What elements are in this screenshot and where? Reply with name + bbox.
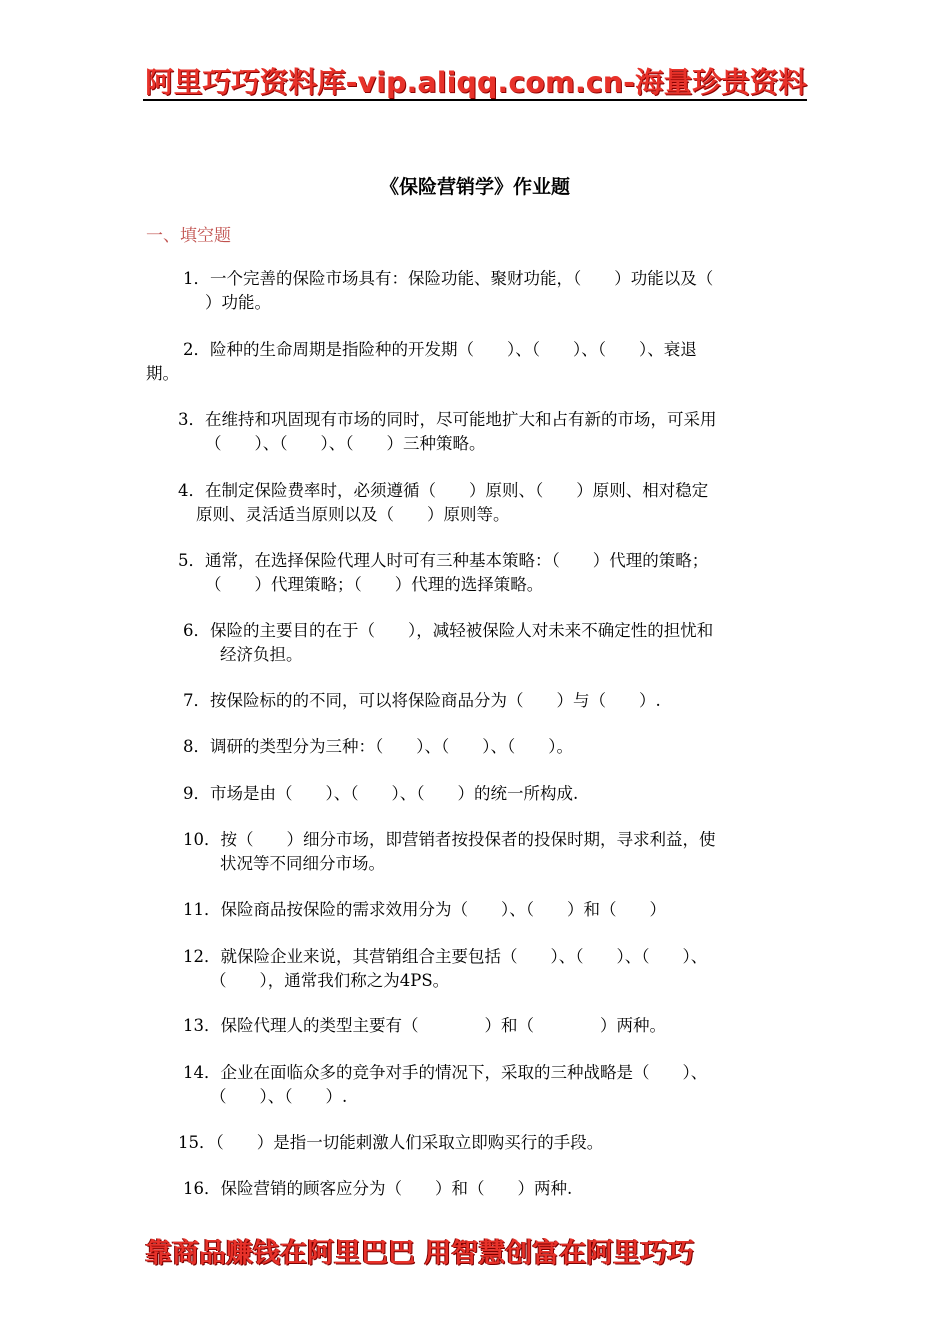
question-14-line-1: 14．企业在面临众多的竞争对手的情况下，采取的三种战略是（ ）、 bbox=[183, 1063, 708, 1082]
question-1-line-1: 1．一个完善的保险市场具有：保险功能、聚财功能，（ ）功能以及（ bbox=[183, 269, 714, 288]
question-10-line-1: 10．按（ ）细分市场，即营销者按投保者的投保时期，寻求利益，使 bbox=[183, 830, 716, 849]
question-6-line-2: 经济负担。 bbox=[220, 645, 303, 664]
question-14-line-2: （ ）、（ ）. bbox=[210, 1087, 348, 1106]
question-2-line-1: 2．险种的生命周期是指险种的开发期（ ）、（ ）、（ ）、衰退 bbox=[183, 340, 697, 359]
question-5-line-2: （ ）代理策略；（ ）代理的选择策略。 bbox=[205, 575, 544, 594]
question-8: 8．调研的类型分为三种：（ ）、（ ）、（ ）。 bbox=[183, 737, 573, 756]
question-12-line-2: （ ），通常我们称之为4PS。 bbox=[210, 971, 450, 990]
question-11: 11．保险商品按保险的需求效用分为（ ）、（ ）和（ ） bbox=[183, 900, 666, 919]
question-5-line-1: 5．通常，在选择保险代理人时可有三种基本策略：（ ）代理的策略； bbox=[178, 551, 709, 570]
question-2-line-2: 期。 bbox=[146, 364, 179, 383]
question-15: 15．（ ）是指一切能刺激人们采取立即购买行的手段。 bbox=[178, 1133, 604, 1152]
question-10-line-2: 状况等不同细分市场。 bbox=[220, 854, 385, 873]
question-4-line-1: 4．在制定保险费率时，必须遵循（ ）原则、（ ）原则、相对稳定 bbox=[178, 481, 709, 500]
question-4-line-2: 原则、灵活适当原则以及（ ）原则等。 bbox=[196, 505, 510, 524]
section-heading: 一、填空题 bbox=[146, 226, 231, 246]
question-12-line-1: 12．就保险企业来说，其营销组合主要包括（ ）、（ ）、（ ）、 bbox=[183, 947, 708, 966]
question-13: 13．保险代理人的类型主要有（ ）和（ ）两种。 bbox=[183, 1016, 666, 1035]
document-title: 《保险营销学》作业题 bbox=[379, 176, 570, 198]
question-16: 16．保险营销的顾客应分为（ ）和（ ）两种. bbox=[183, 1179, 573, 1198]
footer-banner: 靠商品赚钱在阿里巴巴 用智慧创富在阿里巧巧 bbox=[145, 1238, 695, 1269]
question-9: 9．市场是由（ ）、（ ）、（ ）的统一所构成. bbox=[183, 784, 579, 803]
question-1-line-2: ）功能。 bbox=[205, 293, 271, 312]
question-3-line-1: 3．在维持和巩固现有市场的同时，尽可能地扩大和占有新的市场，可采用 bbox=[178, 410, 717, 429]
question-3-line-2: （ ）、（ ）、（ ）三种策略。 bbox=[205, 434, 486, 453]
question-6-line-1: 6．保险的主要目的在于（ ），减轻被保险人对未来不确定性的担忧和 bbox=[183, 621, 714, 640]
header-divider bbox=[143, 99, 807, 101]
question-7: 7．按保险标的的不同，可以将保险商品分为（ ）与（ ）. bbox=[183, 691, 661, 710]
header-banner: 阿里巧巧资料库-vip.aliqq.com.cn-海量珍贵资料 bbox=[145, 65, 807, 99]
